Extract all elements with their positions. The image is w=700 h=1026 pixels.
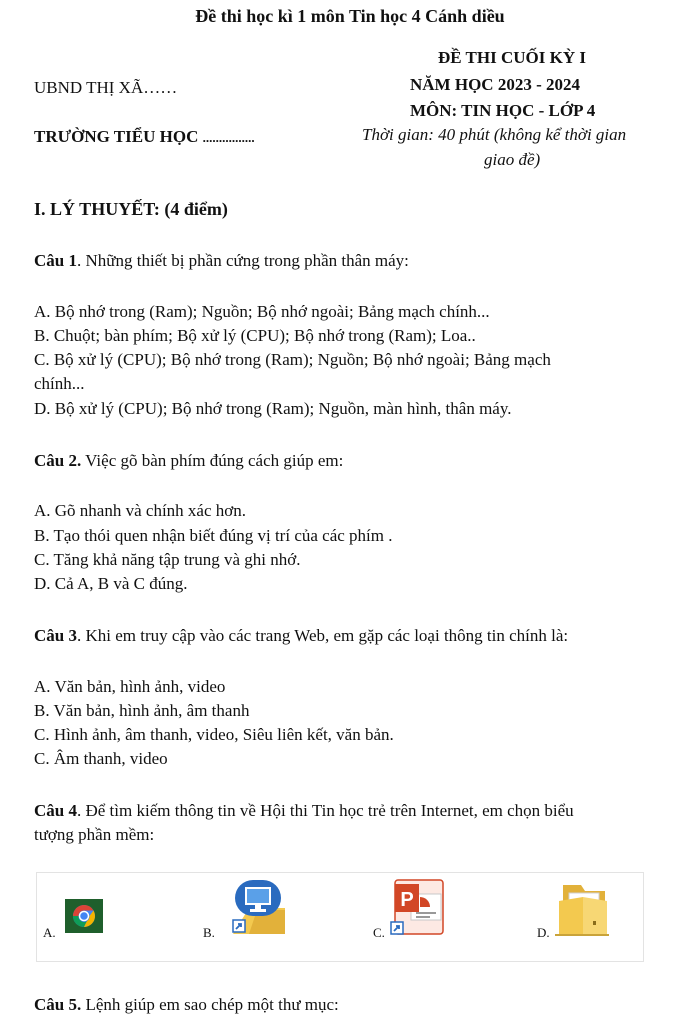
question-2-option-c: C. Tăng khả năng tập trung và ghi nhớ. bbox=[34, 550, 301, 569]
svg-text:P: P bbox=[400, 889, 414, 911]
question-3-label: Câu 3 bbox=[34, 626, 77, 645]
option-a-label: A. bbox=[43, 925, 56, 940]
option-c-label: C. bbox=[373, 925, 385, 940]
question-1-option-c-cont: chính... bbox=[34, 374, 85, 393]
computer-shortcut-icon[interactable] bbox=[219, 878, 287, 936]
exam-time-line2: giao đề) bbox=[484, 150, 541, 169]
question-5 bbox=[34, 995, 339, 1015]
exam-time-line1: Thời gian: 40 phút (không kể thời gian bbox=[362, 125, 627, 144]
document-title: Đề thi học kì 1 môn Tin học 4 Cánh diều bbox=[195, 6, 505, 26]
question-2-label: Câu 2. bbox=[34, 451, 82, 470]
question-3-text: . Khi em truy cập vào các trang Web, em gặp các loại thông tin chính là: bbox=[76, 626, 569, 645]
question-2-option-b: B. Tạo thói quen nhận biết đúng vị trí của các phím . bbox=[34, 526, 393, 545]
software-icon-options bbox=[36, 872, 644, 962]
question-5-label: Câu 5. bbox=[34, 995, 82, 1014]
question-4-label: Câu 4 bbox=[34, 801, 77, 820]
chrome-icon[interactable] bbox=[65, 899, 103, 933]
question-1 bbox=[34, 251, 409, 271]
question-2-text: Việc gõ bàn phím đúng cách giúp em: bbox=[81, 451, 344, 470]
question-3 bbox=[34, 626, 568, 646]
question-2-option-a: A. Gõ nhanh và chính xác hơn. bbox=[34, 501, 246, 520]
question-1-option-c: C. Bộ xử lý (CPU); Bộ nhớ trong (Ram); Nguồn; Bộ nhớ ngoài; Bảng mạch bbox=[34, 350, 551, 369]
question-1-option-a: A. Bộ nhớ trong (Ram); Nguồn; Bộ nhớ ngoài; Bảng mạch chính... bbox=[34, 302, 490, 321]
exam-subject: MÔN: TIN HỌC - LỚP 4 bbox=[410, 101, 596, 120]
question-3-option-c: C. Hình ảnh, âm thanh, video, Siêu liên kết, văn bản. bbox=[34, 725, 394, 744]
question-4 bbox=[34, 801, 574, 821]
section-title: I. LÝ THUYẾT: (4 điểm) bbox=[34, 199, 228, 219]
question-1-option-b: B. Chuột; bàn phím; Bộ xử lý (CPU); Bộ nhớ trong (Ram); Loa.. bbox=[34, 326, 476, 345]
option-d-label: D. bbox=[537, 925, 550, 940]
school-name bbox=[34, 127, 255, 147]
question-2-option-d: D. Cả A, B và C đúng. bbox=[34, 574, 188, 593]
folder-icon[interactable] bbox=[553, 881, 611, 937]
school-label: TRƯỜNG TIỂU HỌC bbox=[34, 127, 199, 146]
powerpoint-icon[interactable] bbox=[389, 878, 447, 936]
exam-title: ĐỀ THI CUỐI KỲ I bbox=[438, 48, 586, 67]
option-b-label: B. bbox=[203, 925, 215, 940]
question-1-label: Câu 1 bbox=[34, 251, 77, 270]
question-5-text: Lệnh giúp em sao chép một thư mục: bbox=[81, 995, 339, 1014]
question-4-cont: tượng phần mềm: bbox=[34, 825, 155, 844]
question-1-option-d: D. Bộ xử lý (CPU); Bộ nhớ trong (Ram); Nguồn, màn hình, thân máy. bbox=[34, 399, 512, 418]
question-2 bbox=[34, 451, 343, 471]
district-unit: UBND THỊ XÃ…… bbox=[34, 78, 178, 97]
question-3-option-b: B. Văn bản, hình ảnh, âm thanh bbox=[34, 701, 250, 720]
question-3-option-a: A. Văn bản, hình ảnh, video bbox=[34, 677, 226, 696]
question-1-text: . Những thiết bị phần cứng trong phần thân máy: bbox=[76, 251, 409, 270]
question-4-text: . Để tìm kiếm thông tin về Hội thi Tin học trẻ trên Internet, em chọn biểu bbox=[76, 801, 574, 820]
school-dots: ................ bbox=[202, 130, 255, 145]
school-year: NĂM HỌC 2023 - 2024 bbox=[410, 75, 580, 94]
question-3-option-d: C. Âm thanh, video bbox=[34, 749, 168, 768]
